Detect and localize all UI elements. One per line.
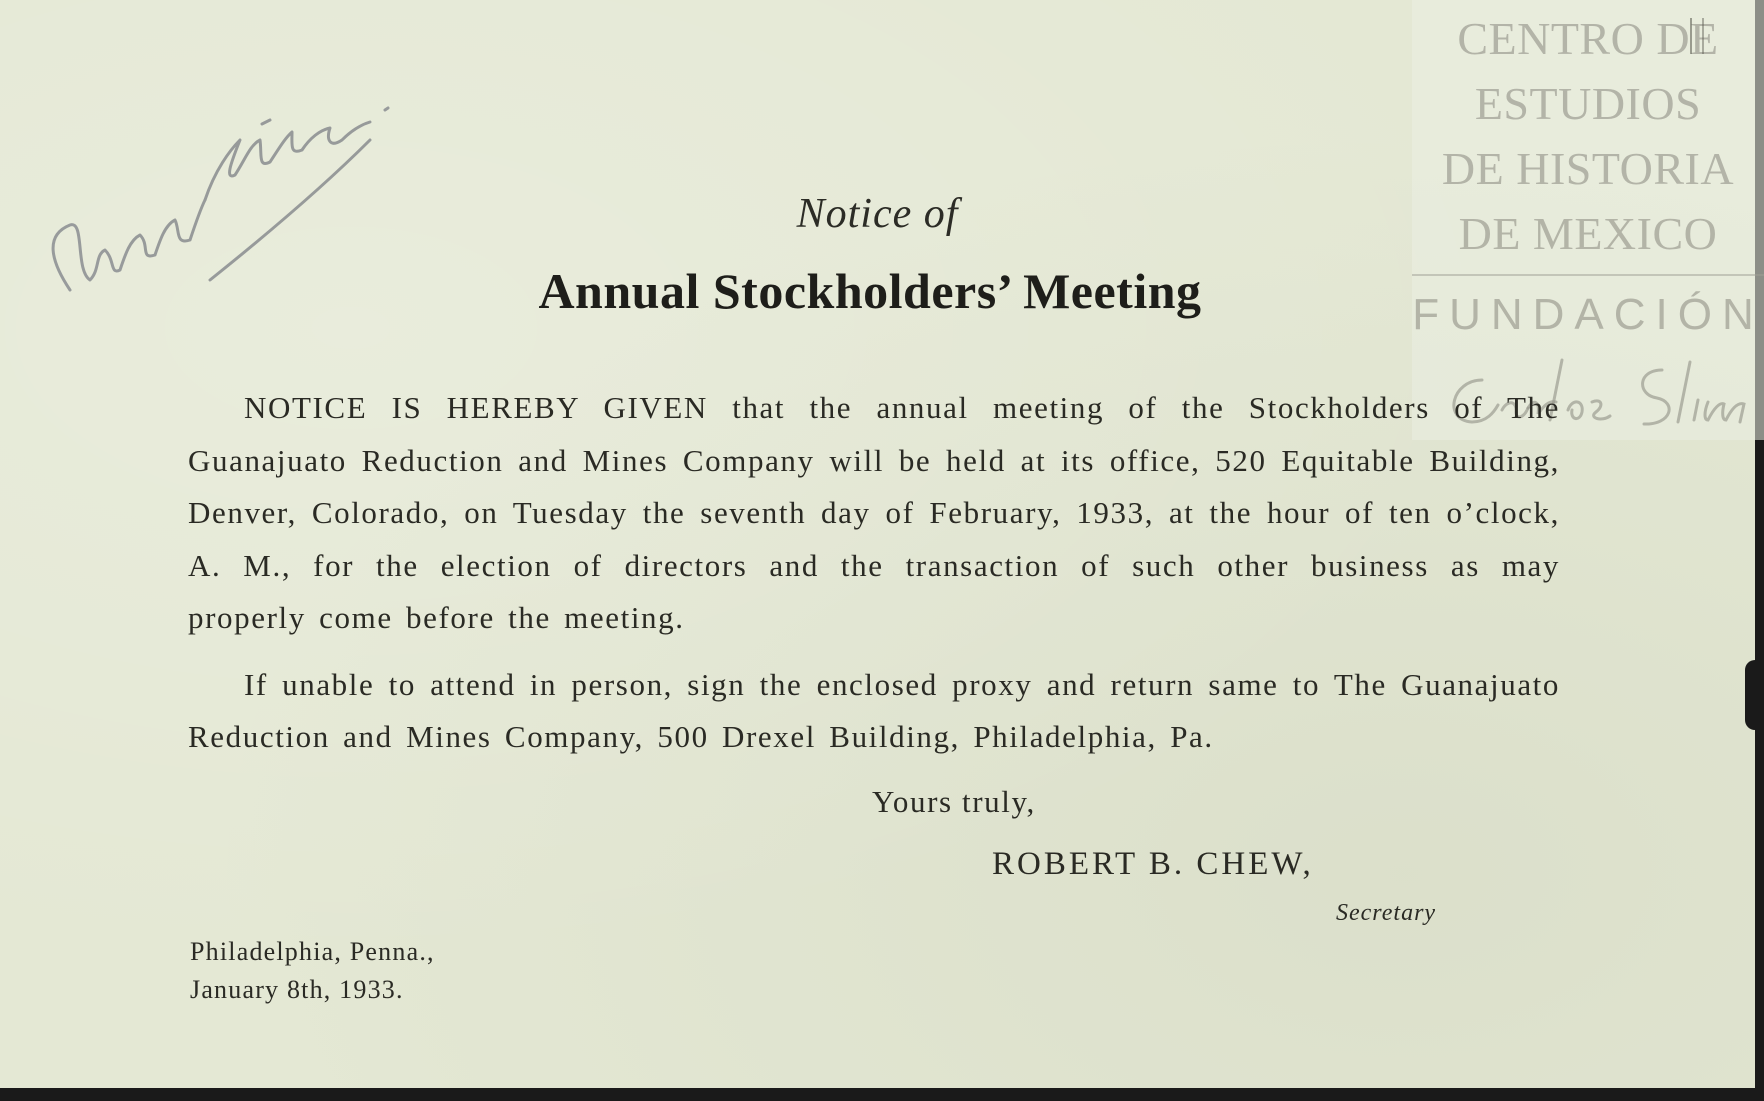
corner-mark — [1690, 18, 1704, 54]
document-title: Annual Stockholders’ Meeting — [538, 263, 1202, 319]
watermark-line-3: DE HISTORIA — [1441, 143, 1735, 194]
paragraph-meeting-notice: NOTICE IS HEREBY GIVEN that the annual meeting of the Stockholders of The Guanajuato Reduction and Mines Company will be held at its office, 520 Equitable Building, Denver, Colorado, on Tuesday the seventh day of February, 1933, at the hour of ten o’clock, A. M., for the election of directors and the transaction of such other business as may properly come before the meeting. — [188, 390, 1560, 635]
place-and-date — [190, 933, 435, 1009]
closing-salutation: Yours truly, — [872, 784, 1036, 819]
watermark-line-1: CENTRO DE — [1457, 13, 1719, 64]
signer-name: ROBERT B. CHEW, — [992, 846, 1314, 882]
paragraph-proxy-instructions: If unable to attend in person, sign the enclosed proxy and return same to The Guanajuato Reduction and Mines Company, 500 Drexel Building, Philadelphia, Pa. — [188, 666, 1560, 754]
paper-edge-notch — [1745, 660, 1764, 730]
signer-title: Secretary — [1336, 900, 1437, 926]
watermark-line-2: ESTUDIOS — [1474, 78, 1702, 129]
watermark-foundation: FUNDACIÓN — [1412, 290, 1764, 339]
place-line: Philadelphia, Penna., — [190, 937, 435, 966]
notice-heading: Notice of — [796, 191, 959, 237]
watermark-line-4: DE MEXICO — [1458, 208, 1718, 259]
date-line: January 8th, 1933. — [190, 975, 404, 1004]
scan-border — [0, 1088, 1764, 1101]
notice-body — [188, 382, 1560, 764]
